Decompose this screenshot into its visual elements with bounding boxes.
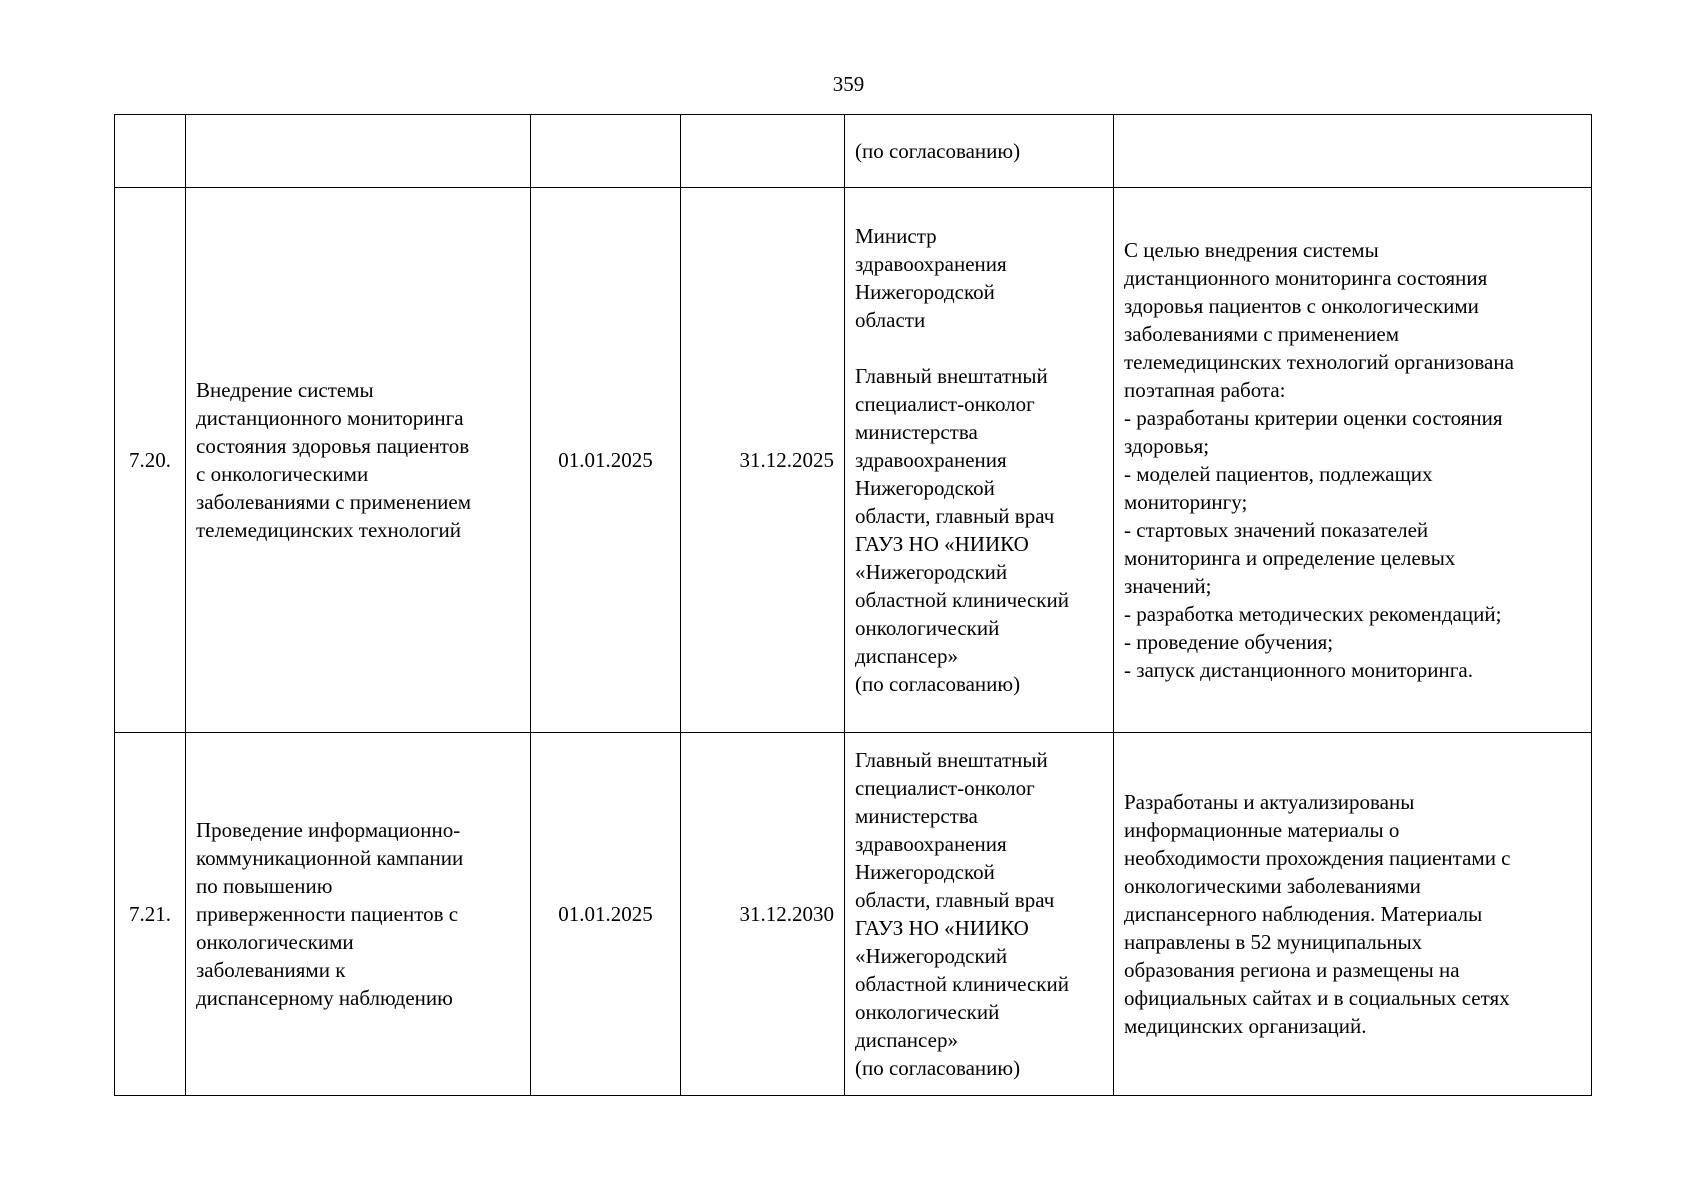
responsible-line: Нижегородской [855,280,995,304]
title-line: Проведение информационно- [196,818,461,842]
responsible-line: онкологический [855,1000,1000,1024]
row-number [115,115,186,188]
responsible-line: диспансер» [855,1028,958,1052]
responsible-line: министерства [855,804,978,828]
title-line: с онкологическими [196,462,369,486]
result-line: - стартовых значений показателей [1124,518,1429,542]
responsible-line: здравоохранения [855,448,1007,472]
responsible-line: здравоохранения [855,252,1007,276]
end-date: 31.12.2025 [681,188,845,733]
table-row [115,115,1592,188]
row-number: 7.21. [115,733,186,1096]
measures-table [114,114,1592,1096]
result-line: поэтапная работа: [1124,378,1286,402]
responsible-line: здравоохранения [855,832,1007,856]
responsible-line: Главный внештатный [855,748,1048,772]
measure-title [186,188,531,733]
responsible-line: диспансер» [855,644,958,668]
title-line: состояния здоровья пациентов [196,434,470,458]
result-line: мониторингу; [1124,490,1248,514]
result-line: информационные материалы о [1124,818,1400,842]
result-line: медицинских организаций. [1124,1014,1367,1038]
result-line: заболеваниями с применением [1124,322,1399,346]
title-line: Внедрение системы [196,378,374,402]
result-line: - проведение обучения; [1124,630,1334,654]
result-line: мониторинга и определение целевых [1124,546,1456,570]
responsible-line: «Нижегородский [855,944,1008,968]
responsible-line: министерства [855,420,978,444]
result-line: - разработаны критерии оценки состояния [1124,406,1503,430]
responsible-cell [845,115,1114,188]
responsible-line: областной клинический [855,972,1069,996]
responsible-line: (по согласованию) [855,139,1021,163]
responsible-line: Нижегородской [855,860,995,884]
result-line: необходимости прохождения пациентами с [1124,846,1511,870]
result-line: здоровья пациентов с онкологическими [1124,294,1479,318]
result-line: дистанционного мониторинга состояния [1124,266,1488,290]
title-line: приверженности пациентов с [196,902,459,926]
measure-title [186,733,531,1096]
title-line: диспансерному наблюдению [196,986,453,1010]
paragraph-gap [855,334,1103,362]
table-row [115,733,1592,1096]
responsible-cell [845,733,1114,1096]
responsible-line: специалист-онколог [855,776,1035,800]
start-date: 01.01.2025 [531,188,681,733]
result-line: здоровья; [1124,434,1210,458]
responsible-line: ГАУЗ НО «НИИКО [855,916,1029,940]
end-date: 31.12.2030 [681,733,845,1096]
table-row [115,188,1592,733]
result-line: - запуск дистанционного мониторинга. [1124,658,1473,682]
measure-title [186,115,531,188]
result-line: официальных сайтах и в социальных сетях [1124,986,1510,1010]
result-line: - моделей пациентов, подлежащих [1124,462,1433,486]
result-line: Разработаны и актуализированы [1124,790,1415,814]
title-line: коммуникационной кампании [196,846,464,870]
result-line: значений; [1124,574,1212,598]
responsible-line: Главный внештатный [855,364,1048,388]
start-date [531,115,681,188]
responsible-line: ГАУЗ НО «НИИКО [855,532,1029,556]
result-cell [1114,115,1592,188]
result-cell [1114,188,1592,733]
result-line: диспансерного наблюдения. Материалы [1124,902,1483,926]
responsible-line: областной клинический [855,588,1069,612]
title-line: заболеваниями с применением [196,490,471,514]
result-line: С целью внедрения системы [1124,238,1379,262]
result-line: телемедицинских технологий организована [1124,350,1514,374]
responsible-line: области [855,308,926,332]
start-date: 01.01.2025 [531,733,681,1096]
responsible-line: Нижегородской [855,476,995,500]
result-line: направлены в 52 муниципальных [1124,930,1423,954]
responsible-line: Министр [855,224,937,248]
end-date [681,115,845,188]
responsible-line: специалист-онколог [855,392,1035,416]
result-line: - разработка методических рекомендаций; [1124,602,1502,626]
result-line: образования региона и размещены на [1124,958,1460,982]
responsible-line: области, главный врач [855,504,1055,528]
responsible-line: (по согласованию) [855,1056,1021,1080]
title-line: заболеваниями к [196,958,346,982]
page-number: 359 [832,72,865,96]
title-line: онкологическими [196,930,354,954]
responsible-line: области, главный врач [855,888,1055,912]
title-line: телемедицинских технологий [196,518,462,542]
responsible-cell [845,188,1114,733]
row-number: 7.20. [115,188,186,733]
title-line: по повышению [196,874,333,898]
result-cell [1114,733,1592,1096]
result-line: онкологическими заболеваниями [1124,874,1421,898]
responsible-line: (по согласованию) [855,672,1021,696]
title-line: дистанционного мониторинга [196,406,464,430]
responsible-line: «Нижегородский [855,560,1008,584]
responsible-line: онкологический [855,616,1000,640]
